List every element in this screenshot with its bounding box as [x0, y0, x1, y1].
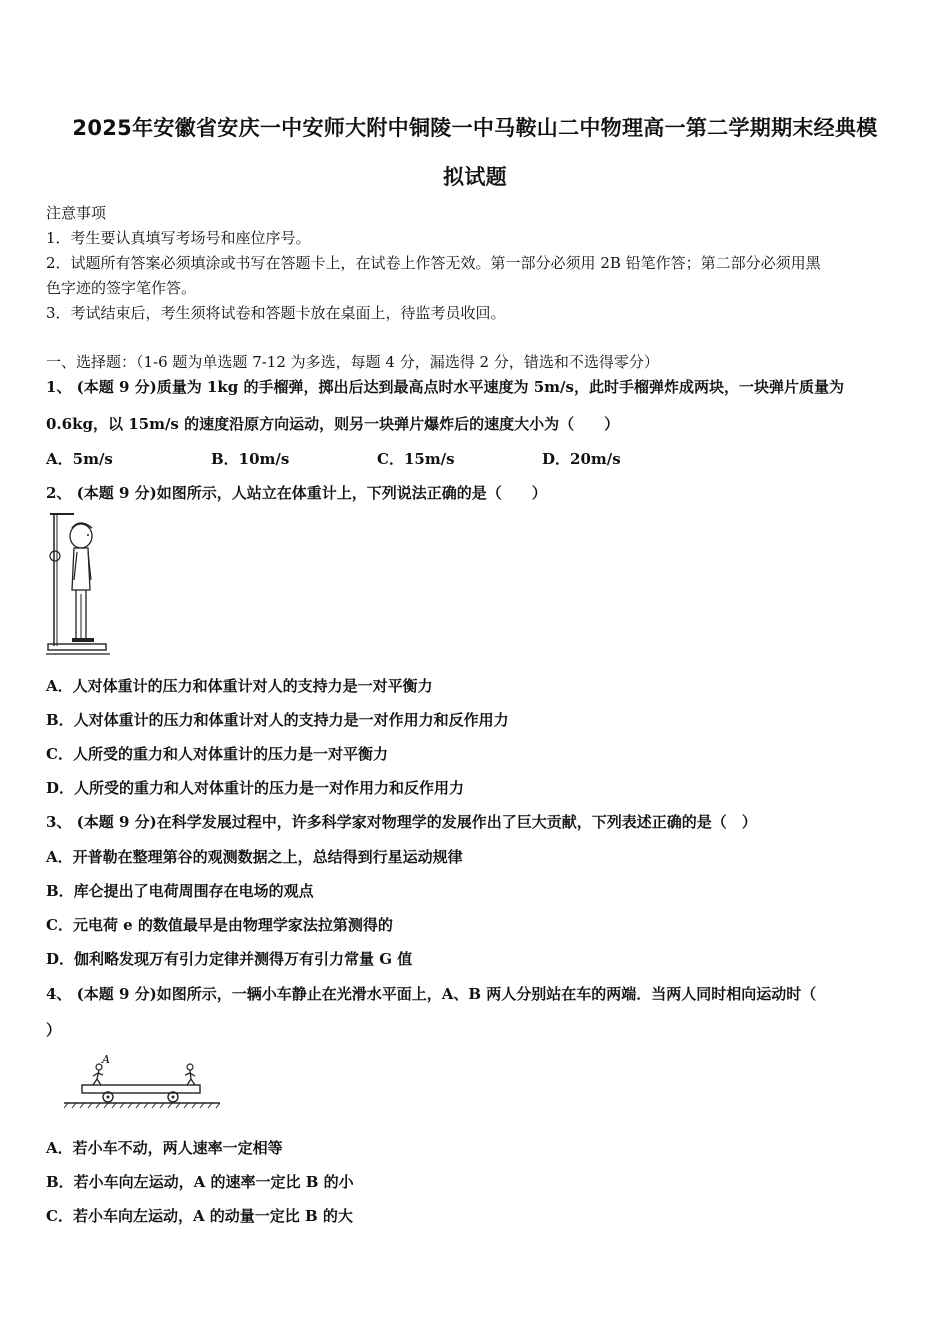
figure-label-a: A: [102, 1053, 110, 1066]
notice-item: 2．试题所有答案必须填涂或书写在答题卡上，在试卷上作答无效。第一部分必须用 2B 铅笔作答；第二部分必须用黑: [46, 254, 821, 272]
person-on-scale-figure: [44, 510, 122, 658]
question-2-option-c: C．人所受的重力和人对体重计的压力是一对平衡力: [46, 745, 388, 763]
question-3-stem: 3、 (本题 9 分)在科学发展过程中，许多科学家对物理学的发展作出了巨大贡献，下列表述正确的是（ ）: [46, 813, 757, 831]
question-2-stem: 2、 (本题 9 分)如图所示，人站立在体重计上，下列说法正确的是（ ）: [46, 484, 547, 502]
question-3-option-d: D．伽利略发现万有引力定律并测得万有引力常量 G 值: [46, 950, 413, 968]
page-title-line-2: 拟试题: [443, 165, 507, 189]
question-1-option-c: C．15m/s: [377, 450, 455, 468]
question-1-stem: 1、 (本题 9 分)质量为 1kg 的手榴弹，掷出后达到最高点时水平速度为 5m/s，此时手榴弹炸成两块，一块弹片质量为: [46, 378, 844, 396]
question-4-option-b: B．若小车向左运动，A 的速率一定比 B 的小: [46, 1173, 354, 1191]
notice-item: 3．考试结束后，考生须将试卷和答题卡放在桌面上，待监考员收回。: [46, 304, 506, 322]
question-3-option-a: A．开普勒在整理第谷的观测数据之上，总结得到行星运动规律: [46, 848, 463, 866]
question-1-stem: 0.6kg，以 15m/s 的速度沿原方向运动，则另一块弹片爆炸后的速度大小为（ ）: [46, 415, 620, 433]
question-3-option-b: B．库仑提出了电荷周围存在电场的观点: [46, 882, 314, 900]
question-3-option-c: C．元电荷 e 的数值最早是由物理学家法拉第测得的: [46, 916, 393, 934]
question-1-option-a: A．5m/s: [46, 450, 113, 468]
question-2-option-b: B．人对体重计的压力和体重计对人的支持力是一对作用力和反作用力: [46, 711, 509, 729]
page-title-line-1: 2025年安徽省安庆一中安师大附中铜陵一中马鞍山二中物理高一第二学期期末经典模: [72, 116, 878, 140]
question-2-option-a: A．人对体重计的压力和体重计对人的支持力是一对平衡力: [46, 677, 433, 695]
section-heading: 一、选择题：（1-6 题为单选题 7-12 为多选，每题 4 分，漏选得 2 分，错选和不选得零分）: [46, 353, 659, 371]
question-4-stem: 4、 (本题 9 分)如图所示，一辆小车静止在光滑水平面上，A、B 两人分别站在车的两端．当两人同时相向运动时（: [46, 985, 817, 1003]
question-4-option-a: A．若小车不动，两人速率一定相等: [46, 1139, 283, 1157]
question-4-option-c: C．若小车向左运动，A 的动量一定比 B 的大: [46, 1207, 353, 1225]
question-1-option-d: D．20m/s: [542, 450, 621, 468]
cart-figure: [60, 1052, 224, 1112]
question-2-option-d: D．人所受的重力和人对体重计的压力是一对作用力和反作用力: [46, 779, 465, 797]
question-4-stem: ）: [46, 1021, 62, 1039]
notice-item: 1．考生要认真填写考场号和座位序号。: [46, 229, 311, 247]
notice-item: 色字迹的签字笔作答。: [46, 279, 197, 297]
notice-heading: 注意事项: [46, 204, 107, 222]
question-1-option-b: B．10m/s: [211, 450, 290, 468]
